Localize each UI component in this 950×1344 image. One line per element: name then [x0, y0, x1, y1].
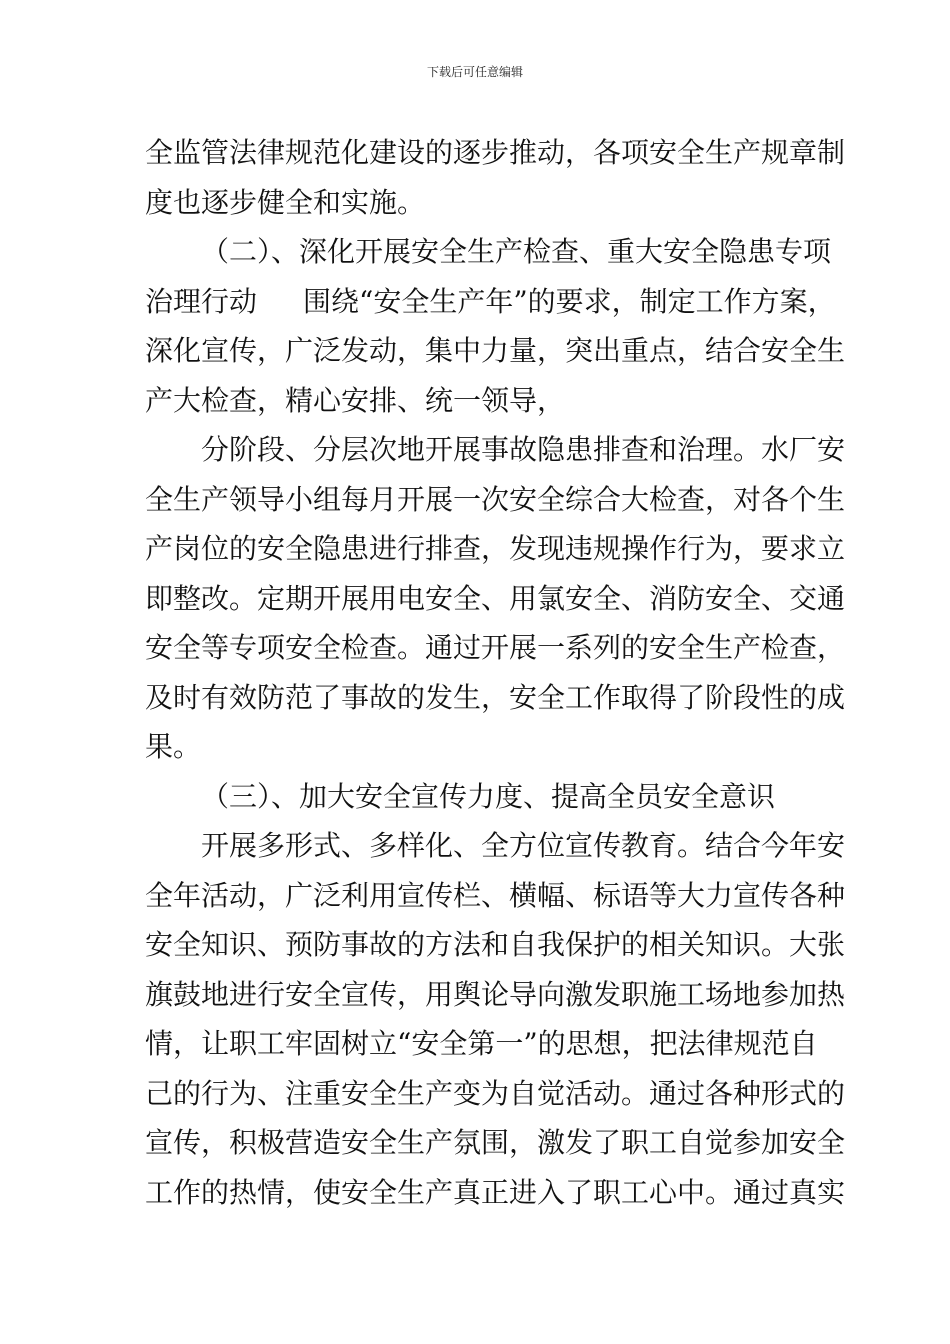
text-line: 度也逐步健全和实施。 — [145, 185, 426, 219]
text-line: 全生产领导小组每月开展一次安全综合大检查，对各个生 — [145, 482, 846, 516]
text-line — [145, 277, 836, 327]
text-line: 产岗位的安全隐患进行排查，发现违规操作行为，要求立 — [145, 532, 846, 565]
section-heading: （二）、深化开展安全生产检查、重大安全隐患专项 — [201, 235, 832, 268]
section-heading-continued: 治理行动 — [145, 284, 258, 318]
text-segment: 围绕“安全生产年”的要求，制定工作方案， — [303, 284, 836, 318]
text-line: 安全知识、预防事故的方法和自我保护的相关知识。大张 — [145, 928, 846, 961]
text-line: 深化宣传，广泛发动，集中力量，突出重点，结合安全生 — [145, 334, 846, 367]
text-line: 及时有效防范了事故的发生，安全工作取得了阶段性的成 — [145, 680, 846, 714]
text-line: 即整改。定期开展用电安全、用氯安全、消防安全、交通 — [145, 581, 846, 615]
text-line: 全监管法律规范化建设的逐步推动，各项安全生产规章制 — [145, 136, 846, 169]
text-line: 宣传，积极营造安全生产氛围，激发了职工自觉参加安全 — [145, 1126, 846, 1159]
text-line: 安全等专项安全检查。通过开展一系列的安全生产检查， — [145, 631, 846, 664]
text-line: 己的行为、注重安全生产变为自觉活动。通过各种形式的 — [145, 1076, 846, 1110]
text-line: 果。 — [145, 730, 202, 763]
text-line: 情，让职工牢固树立“安全第一”的思想，把法律规范自 — [145, 1027, 818, 1060]
section-heading: （三）、加大安全宣传力度、提高全员安全意识 — [201, 779, 776, 813]
text-line: 工作的热情，使安全生产真正进入了职工心中。通过真实 — [145, 1175, 846, 1209]
text-line: 旗鼓地进行安全宣传，用舆论导向激发职施工场地参加热 — [145, 977, 846, 1011]
paragraph-start: 分阶段、分层次地开展事故隐患排查和治理。水厂安 — [201, 433, 846, 466]
document-body — [145, 128, 846, 1217]
page-header: 下载后可任意编辑 — [426, 65, 523, 79]
text-line: 全年活动，广泛利用宣传栏、横幅、标语等大力宣传各种 — [145, 878, 846, 912]
text-line: 产大检查，精心安排、统一领导， — [145, 383, 566, 417]
paragraph-start: 开展多形式、多样化、全方位宣传教育。结合今年安 — [201, 829, 846, 862]
